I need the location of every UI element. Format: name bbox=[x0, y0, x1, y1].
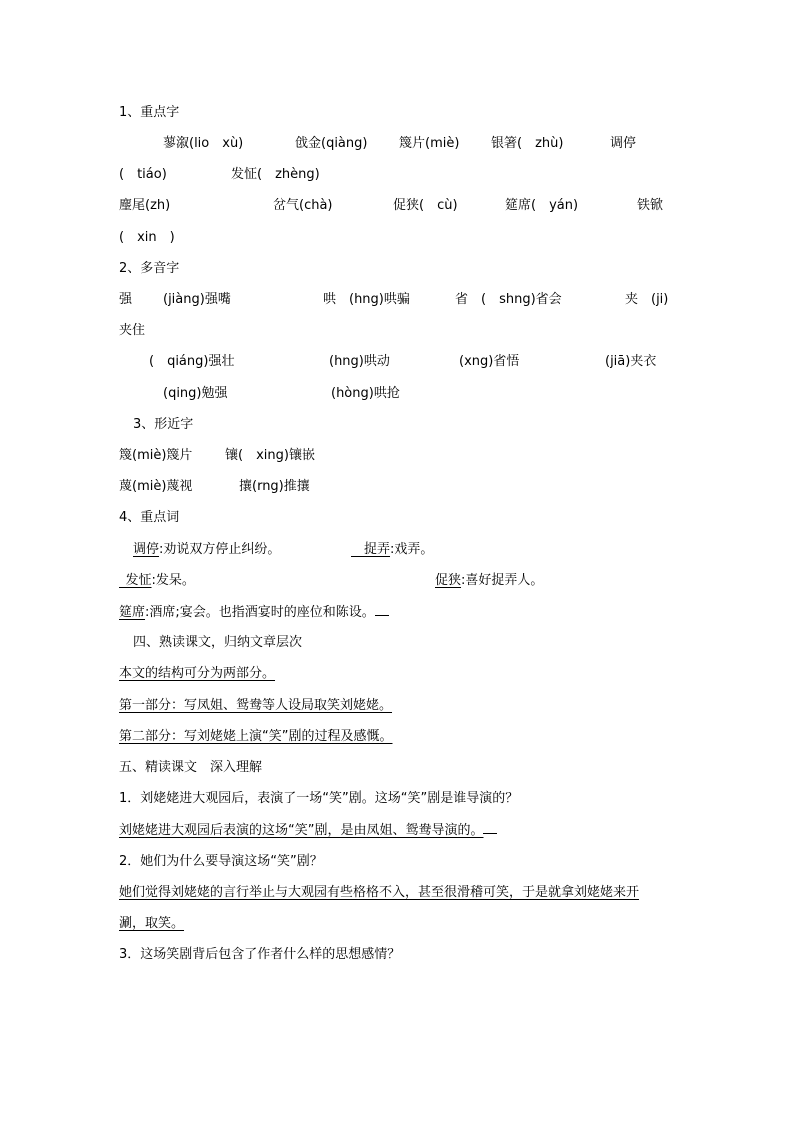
polyphone-entry: 夹住 bbox=[119, 323, 146, 338]
vocab-entry bbox=[119, 603, 389, 622]
question-text: 2．她们为什么要导演这场“笑”剧？ bbox=[119, 854, 323, 869]
polyphone-entry: (hng)哄动 bbox=[329, 354, 390, 369]
vocab-entry bbox=[435, 572, 543, 590]
vocab-entry bbox=[351, 541, 433, 559]
char-entry: 岔气(chà) bbox=[273, 198, 333, 213]
vocab-entry bbox=[133, 541, 280, 559]
vocab-definition: :酒席;宴会。也指酒宴时的座位和陈设。 bbox=[145, 605, 375, 620]
char-entry: 促狭( cù) bbox=[393, 198, 458, 213]
answer-text: 本文的结构可分为两部分。 bbox=[119, 666, 276, 681]
similar-char-entry: 篾(miè)篾片 bbox=[119, 448, 193, 463]
char-entry: 发怔( zhèng) bbox=[231, 167, 320, 182]
section-title-key-characters: 1、重点字 bbox=[119, 105, 180, 120]
char-entry: 筵席( yán) bbox=[505, 198, 579, 213]
vocab-definition: :喜好捉弄人。 bbox=[461, 573, 544, 588]
polyphone-entry: 省 ( shng)省会 bbox=[455, 292, 562, 307]
similar-char-entry: 攘(rng)推攘 bbox=[239, 479, 310, 494]
section-title-polyphones: 2、多音字 bbox=[119, 261, 180, 276]
char-entry: 戗金(qiàng) bbox=[295, 136, 368, 151]
polyphone-entry: (hòng)哄抢 bbox=[331, 386, 400, 401]
answer-blank-line bbox=[483, 821, 497, 834]
vocab-term: 筵席 bbox=[119, 605, 146, 620]
polyphone-entry: (qing)勉强 bbox=[163, 386, 228, 401]
char-entry: 蓼溆(lio xù) bbox=[163, 136, 244, 151]
section-title-close-reading: 五、精读课文 深入理解 bbox=[119, 760, 263, 775]
answer-blank-line bbox=[375, 603, 389, 616]
vocab-entry bbox=[119, 572, 195, 590]
similar-char-entry: 镶( xing)镶嵌 bbox=[225, 448, 315, 463]
polyphone-entry: (jiàng)强嘴 bbox=[163, 292, 231, 307]
section-title-similar-characters: 3、形近字 bbox=[133, 417, 194, 432]
vocab-definition: :戏弄。 bbox=[390, 542, 434, 557]
char-entry: 篾片(miè) bbox=[399, 136, 460, 151]
section-title-structure: 四、熟读课文，归纳文章层次 bbox=[133, 635, 303, 650]
polyphone-entry: (xng)省悟 bbox=[459, 354, 520, 369]
polyphone-entry: 强 bbox=[119, 292, 133, 307]
char-entry: 调停 bbox=[610, 136, 637, 151]
vocab-definition: :发呆。 bbox=[151, 573, 195, 588]
vocab-term: 发怔 bbox=[125, 573, 152, 588]
char-entry: 铁锨 bbox=[637, 198, 664, 213]
vocab-definition: :劝说双方停止纠纷。 bbox=[159, 542, 281, 557]
section-title-key-words: 4、重点词 bbox=[119, 510, 180, 525]
char-entry: 麈尾(zh) bbox=[119, 198, 171, 213]
vocab-term: 促狭 bbox=[435, 573, 462, 588]
question-text: 3．这场笑剧背后包含了作者什么样的思想感情？ bbox=[119, 947, 401, 962]
char-entry: ( tiáo) bbox=[119, 167, 167, 182]
answer-text: 涮，取笑。 bbox=[119, 916, 185, 931]
answer-text: 她们觉得刘姥姥的言行举止与大观园有些格格不入，甚至很滑稽可笑，于是就拿刘姥姥来开 bbox=[119, 885, 640, 900]
polyphone-entry: 夹 (ji) bbox=[625, 292, 669, 307]
vocab-term: 调停 bbox=[133, 542, 160, 557]
polyphone-entry: ( qiáng)强壮 bbox=[149, 354, 235, 369]
char-entry: ( xin ) bbox=[119, 230, 175, 245]
answer-text: 第二部分：写刘姥姥上演“笑”剧的过程及感慨。 bbox=[119, 729, 393, 744]
similar-char-entry: 蔑(miè)蔑视 bbox=[119, 479, 193, 494]
polyphone-entry: (jiā)夹衣 bbox=[605, 354, 657, 369]
question-text: 1．刘姥姥进大观园后，表演了一场“笑”剧。这场“笑”剧是谁导演的？ bbox=[119, 791, 519, 806]
polyphone-entry: 哄 (hng)哄骗 bbox=[323, 292, 410, 307]
answer-text: 第一部分：写凤姐、鸳鸯等人设局取笑刘姥姥。 bbox=[119, 698, 393, 713]
answer-text: 刘姥姥进大观园后表演的这场“笑”剧，是由凤姐、鸳鸯导演的。 bbox=[119, 821, 497, 840]
char-entry: 银箸( zhù) bbox=[491, 136, 564, 151]
vocab-term: 捉弄 bbox=[364, 542, 391, 557]
